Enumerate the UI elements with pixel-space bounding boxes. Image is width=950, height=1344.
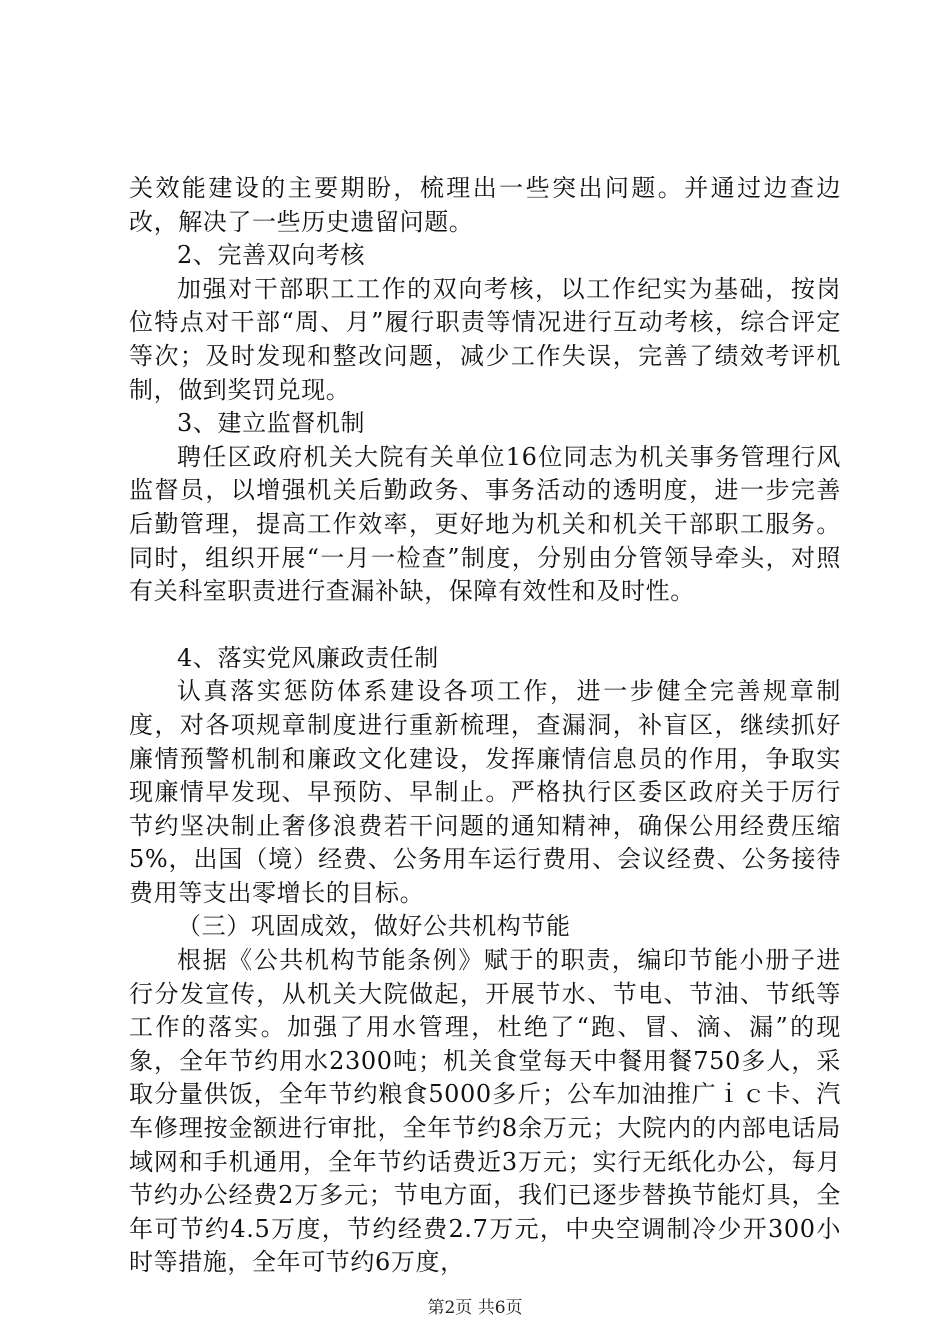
section-heading-3: 3、建立监督机制 — [177, 409, 366, 438]
section-heading-4: 4、落实党风廉政责任制 — [177, 643, 439, 672]
paragraph-energy-saving: 根据《公共机构节能条例》赋于的职责，编印节能小册子进行分发宣传，从机关大院做起，开展节水、节电、节油、节纸等工作的落实。加强了用水管理，杜绝了“跑、冒、滴、漏”的现象，全年节约用水2300吨；机关食堂每天中餐用餐750多人，采取分量供饭，全年节约粮食5000多斤；公车加油推广ｉｃ卡、汽车修理按金额进行审批，全年节约8余万元；大院内的内部电话局域网和手机通用，全年节约话费近3万元；实行无纸化办公，每月节约办公经费2万多元；节电方面，我们已逐步替换节能灯具，全年可节约4.5万度，节约经费2.7万元，中央空调制冷少开300小时等措施，全年可节约6万度， — [129, 946, 841, 1277]
document-body — [129, 172, 841, 1280]
paragraph-supervision: 聘任区政府机关大院有关单位16位同志为机关事务管理行风监督员，以增强机关后勤政务、事务活动的透明度，进一步完善后勤管理，提高工作效率，更好地为机关和机关干部职工服务。同时，组织开展“一月一检查”制度，分别由分管领导牵头，对照有关科室职责进行查漏补缺，保障有效性和及时性。 — [129, 442, 841, 606]
paragraph-integrity: 认真落实惩防体系建设各项工作，进一步健全完善规章制度，对各项规章制度进行重新梳理，查漏洞，补盲区，继续抓好廉情预警机制和廉政文化建设，发挥廉情信息员的作用，争取实现廉情早发现、早预防、早制止。严格执行区委区政府关于厉行节约坚决制止奢侈浪费若干问题的通知精神，确保公用经费压缩5%，出国（境）经费、公务用车运行费用、会议经费、公务接待费用等支出零增长的目标。 — [129, 677, 841, 907]
paragraph-assessment: 加强对干部职工工作的双向考核，以工作纪实为基础，按岗位特点对干部“周、月”履行职责等情况进行互动考核，综合评定等次；及时发现和整改问题，减少工作失误，完善了绩效考评机制，做到奖罚兑现。 — [129, 274, 841, 404]
section-heading-2: 2、完善双向考核 — [177, 241, 366, 270]
page-number-footer: 第2页 共6页 — [427, 1298, 523, 1318]
section-heading-three: （三）巩固成效，做好公共机构节能 — [177, 912, 571, 941]
paragraph-continuation: 关效能建设的主要期盼，梳理出一些突出问题。并通过边查边改，解决了一些历史遗留问题。 — [129, 174, 841, 236]
